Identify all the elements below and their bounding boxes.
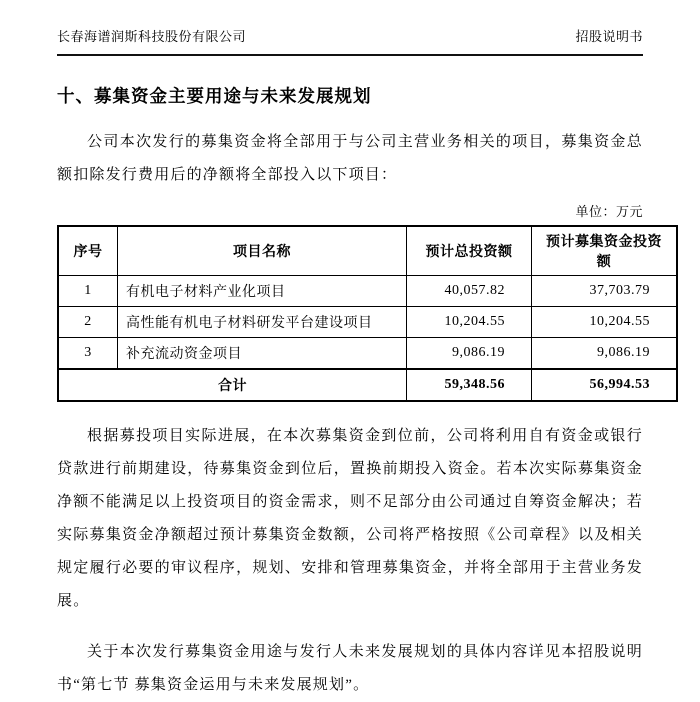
- col-header-raised: 预计募集资金投资额: [532, 226, 678, 276]
- header-company-name: 长春海谱润斯科技股份有限公司: [57, 29, 247, 44]
- cell-total: 9,086.19: [407, 338, 532, 370]
- unit-label: 单位：万元: [575, 204, 643, 219]
- cell-name: 补充流动资金项目: [118, 338, 407, 370]
- cell-total-invest: 59,348.56: [407, 369, 532, 401]
- cell-name: 有机电子材料产业化项目: [118, 276, 407, 307]
- cell-raised: 10,204.55: [532, 307, 678, 338]
- cell-seq: 1: [58, 276, 118, 307]
- section-title: 十、募集资金主要用途与未来发展规划: [57, 86, 372, 106]
- table-header-row: [58, 226, 677, 276]
- table-row: [58, 338, 677, 370]
- col-header-seq: 序号: [58, 226, 118, 276]
- table-row: [58, 276, 677, 307]
- cell-total: 10,204.55: [407, 307, 532, 338]
- table-row: [58, 307, 677, 338]
- cell-total: 40,057.82: [407, 276, 532, 307]
- cell-seq: 3: [58, 338, 118, 370]
- intro-paragraph: 公司本次发行的募集资金将全部用于与公司主营业务相关的项目，募集资金总额扣除发行费用后的净额将全部投入以下项目：: [57, 134, 643, 183]
- cell-total-label: 合计: [58, 369, 407, 401]
- col-header-name: 项目名称: [118, 226, 407, 276]
- page-header: [57, 26, 643, 56]
- body-paragraph-1: 根据募投项目实际进展，在本次募集资金到位前，公司将利用自有资金或银行贷款进行前期建设，待募集资金到位后，置换前期投入资金。若本次实际募集资金净额不能满足以上投资项目的资金需求，则不足部分由公司通过自筹资金解决；若实际募集资金净额超过预计募集资金数额，公司将严格按照《公司章程》以及相关规定履行必要的审议程序，规划、安排和管理募集资金，并将全部用于主营业务发展。: [57, 428, 643, 609]
- cell-total-raised: 56,994.53: [532, 369, 678, 401]
- body-paragraph-2: 关于本次发行募集资金用途与发行人未来发展规划的具体内容详见本招股说明书“第七节 募集资金运用与未来发展规划”。: [57, 644, 643, 693]
- table-total-row: [58, 369, 677, 401]
- cell-name: 高性能有机电子材料研发平台建设项目: [118, 307, 407, 338]
- fund-use-table: [57, 225, 678, 402]
- col-header-total: 预计总投资额: [407, 226, 532, 276]
- cell-raised: 37,703.79: [532, 276, 678, 307]
- header-doc-type: 招股说明书: [575, 29, 643, 44]
- cell-raised: 9,086.19: [532, 338, 678, 370]
- cell-seq: 2: [58, 307, 118, 338]
